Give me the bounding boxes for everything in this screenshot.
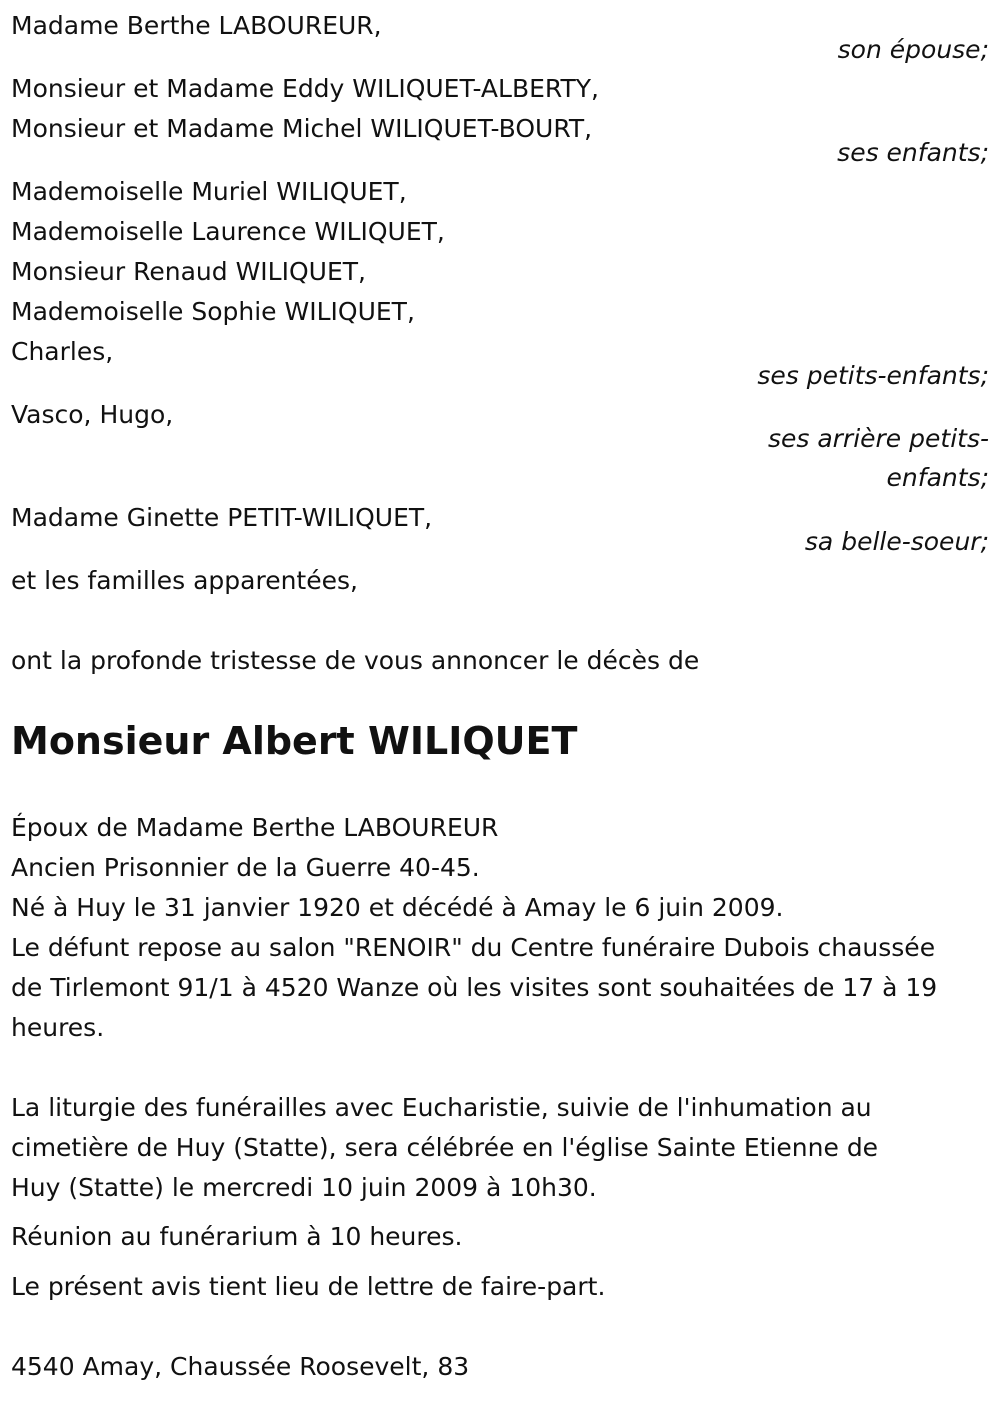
sister-in-law-role: sa belle-soeur; — [804, 527, 989, 556]
grandchild-line: Mademoiselle Laurence WILIQUET, — [11, 217, 445, 246]
related-families: et les familles apparentées, — [11, 566, 358, 595]
child-line: Monsieur et Madame Michel WILIQUET-BOURT, — [11, 114, 593, 143]
detail-line: Né à Huy le 31 janvier 1920 et décédé à Amay le 6 juin 2009. — [11, 893, 784, 922]
detail-line: de Tirlemont 91/1 à 4520 Wanze où les visites sont souhaitées de 17 à 19 — [11, 973, 938, 1002]
deceased-name: Monsieur Albert WILIQUET — [11, 719, 578, 763]
detail-line: Le défunt repose au salon "RENOIR" du Centre funéraire Dubois chaussée — [11, 933, 936, 962]
announcement: ont la profonde tristesse de vous annoncer le décès de — [11, 646, 700, 675]
detail-line: Ancien Prisonnier de la Guerre 40-45. — [11, 853, 480, 882]
spouse-role: son épouse; — [837, 35, 989, 64]
sister-in-law: Madame Ginette PETIT-WILIQUET, — [11, 503, 433, 532]
grandchild-line: Charles, — [11, 337, 114, 366]
detail-line: Époux de Madame Berthe LABOUREUR — [11, 813, 499, 842]
liturgy-line: cimetière de Huy (Statte), sera célébrée en l'église Sainte Etienne de — [11, 1133, 879, 1162]
grandchildren-role: ses petits-enfants; — [757, 361, 989, 390]
great-grandchildren-role-line2: enfants; — [886, 463, 989, 492]
address: 4540 Amay, Chaussée Roosevelt, 83 — [11, 1352, 470, 1381]
great-grandchildren-role-line1: ses arrière petits- — [767, 424, 989, 453]
liturgy-line: Huy (Statte) le mercredi 10 juin 2009 à 10h30. — [11, 1173, 597, 1202]
child-line: Monsieur et Madame Eddy WILIQUET-ALBERTY, — [11, 74, 599, 103]
spouse-name: Madame Berthe LABOUREUR, — [11, 11, 382, 40]
children-role: ses enfants; — [837, 138, 989, 167]
great-grandchildren: Vasco, Hugo, — [11, 400, 174, 429]
grandchild-line: Mademoiselle Muriel WILIQUET, — [11, 177, 407, 206]
grandchild-line: Monsieur Renaud WILIQUET, — [11, 257, 366, 286]
grandchild-line: Mademoiselle Sophie WILIQUET, — [11, 297, 415, 326]
meeting-info: Réunion au funérarium à 10 heures. — [11, 1222, 463, 1251]
notice: Le présent avis tient lieu de lettre de faire-part. — [11, 1272, 606, 1301]
detail-line: heures. — [11, 1013, 105, 1042]
liturgy-line: La liturgie des funérailles avec Eucharistie, suivie de l'inhumation au — [11, 1093, 872, 1122]
